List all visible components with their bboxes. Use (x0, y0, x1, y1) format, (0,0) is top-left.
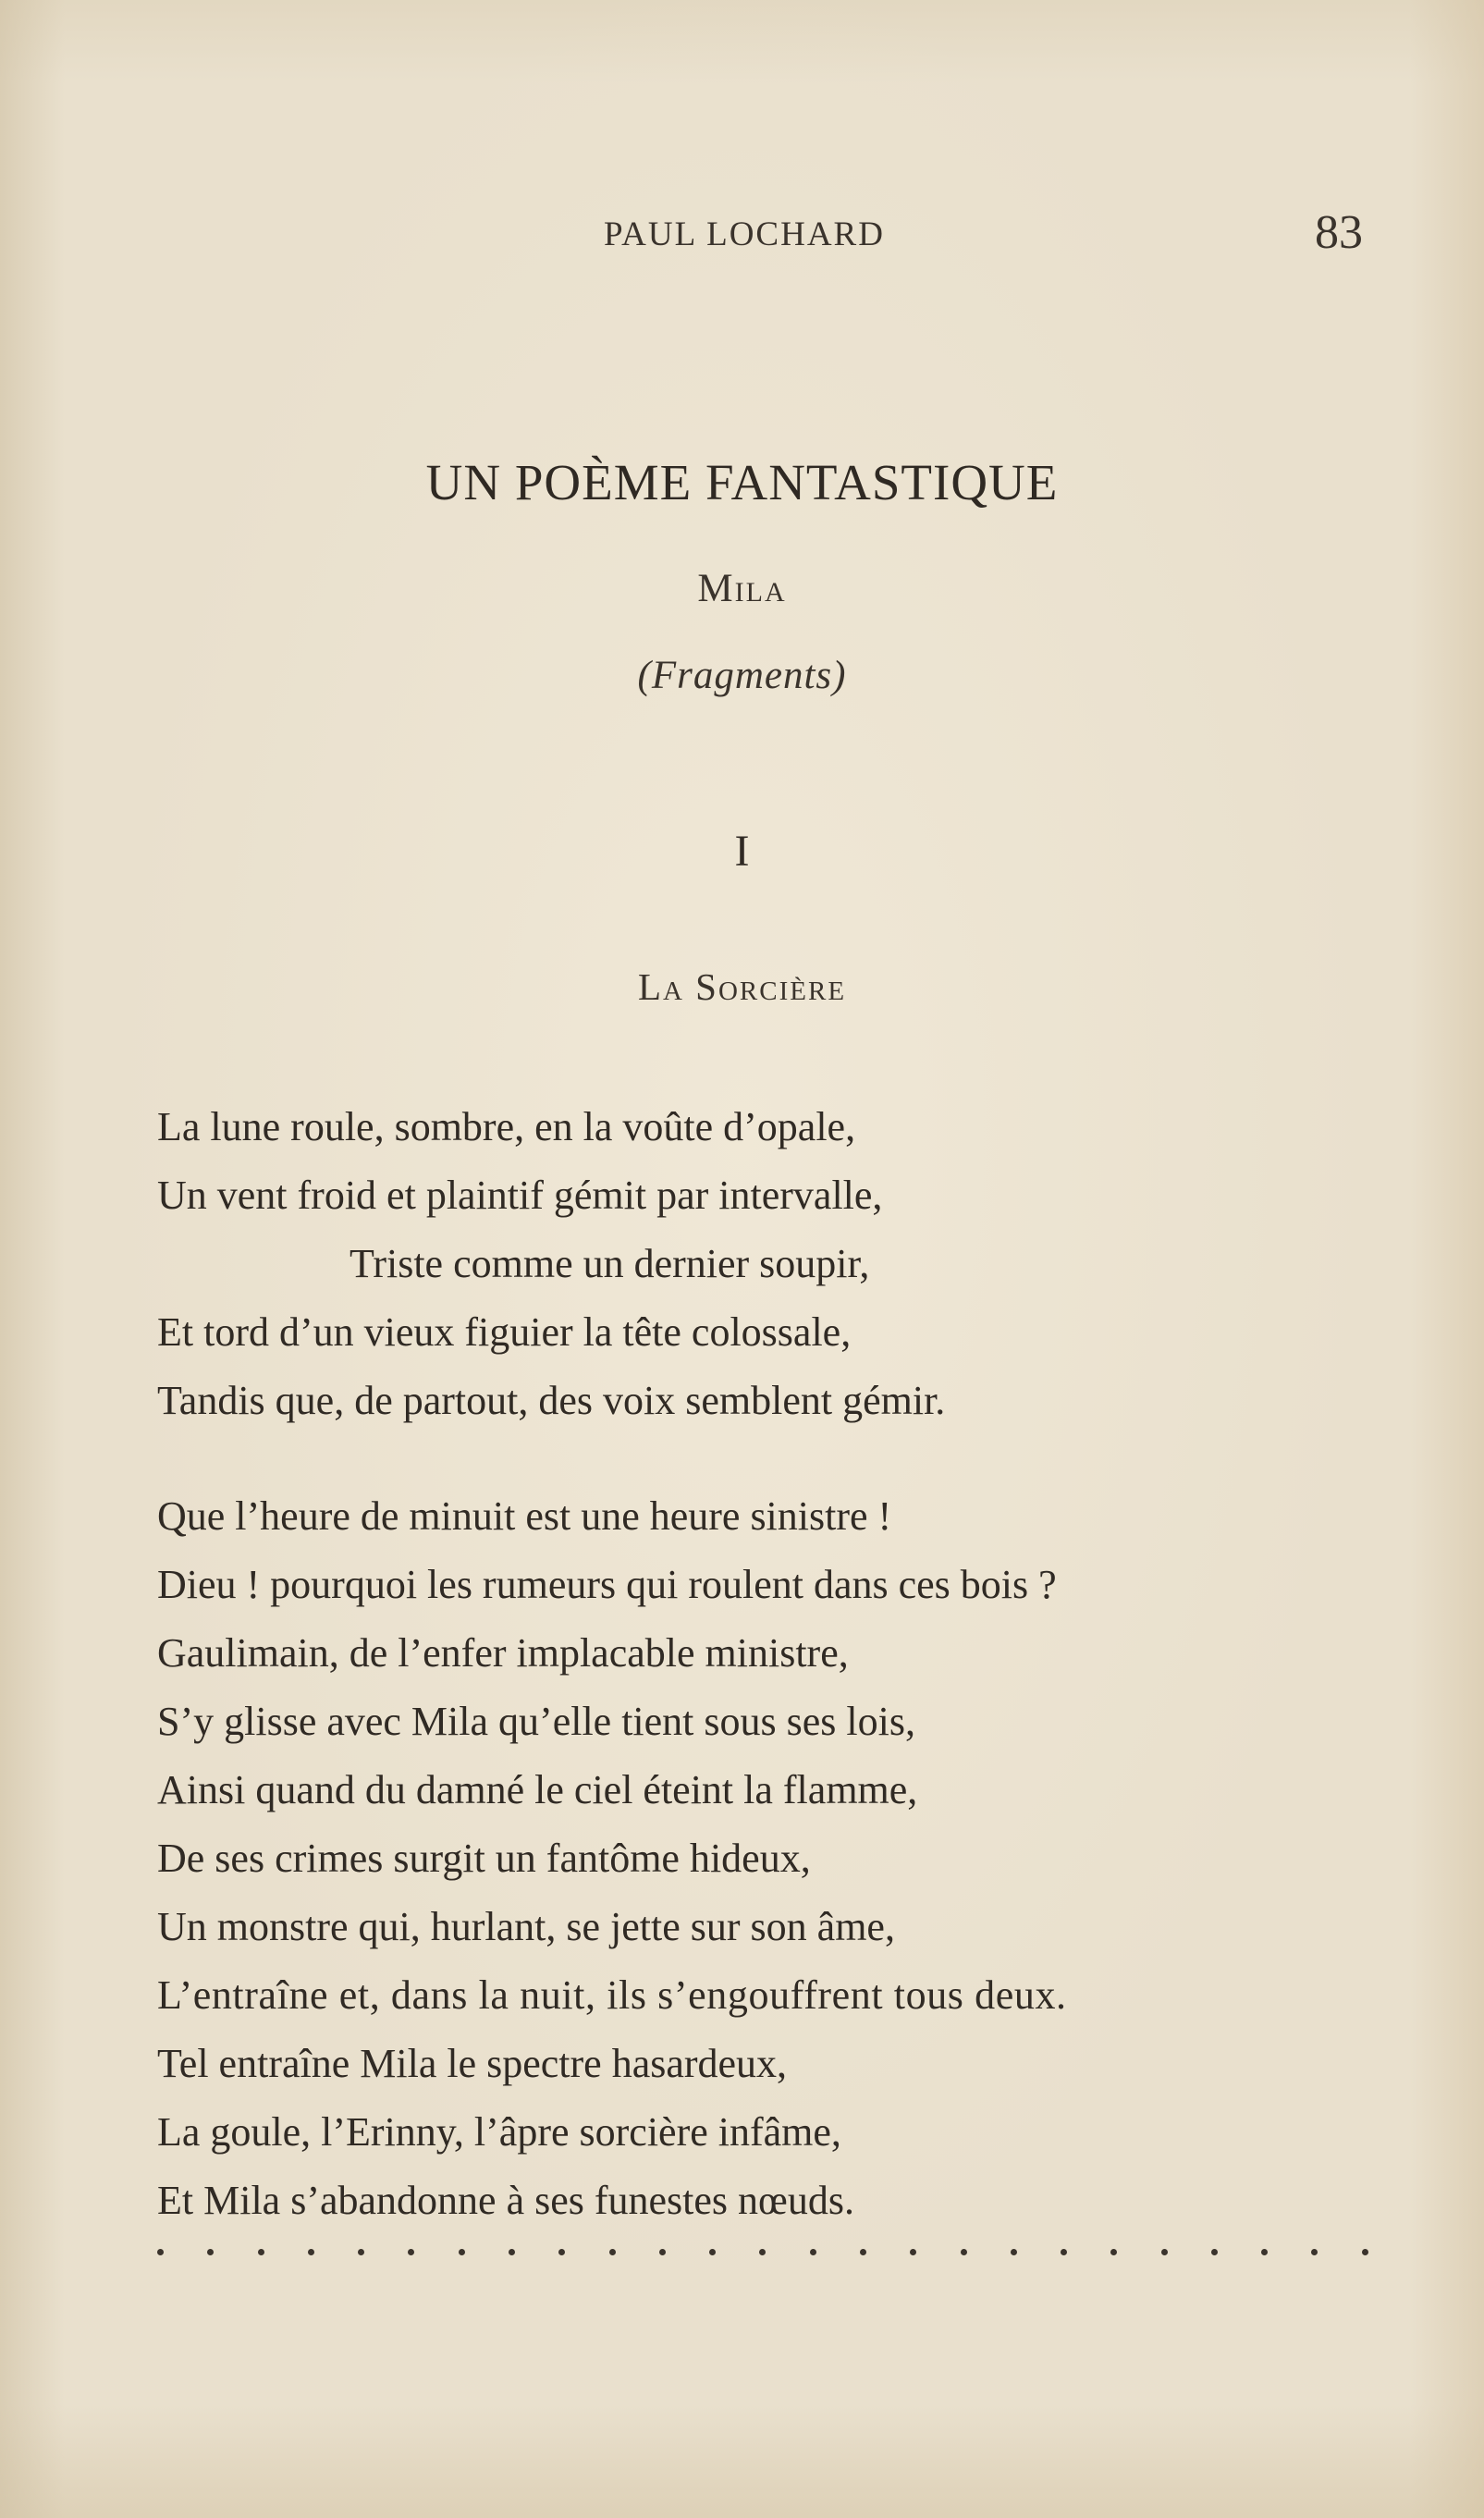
verse-line: La lune roule, sombre, en la voûte d’opale, (157, 1104, 856, 1149)
ellipsis-dot (1061, 2249, 1067, 2255)
ellipsis-dot (157, 2249, 164, 2255)
ellipsis-dot (1261, 2249, 1268, 2255)
ellipsis-dot (258, 2249, 264, 2255)
ellipsis-dot (408, 2249, 414, 2255)
verse-line: Tel entraîne Mila le spectre hasardeux, (157, 2041, 788, 2086)
verse-line: Que l’heure de minuit est une heure sinistre ! (157, 1493, 892, 1539)
ellipsis-dot (1311, 2249, 1318, 2255)
ellipsis-dot (207, 2249, 214, 2255)
stanza-1 (157, 1093, 945, 1435)
ellipsis-dot (358, 2249, 364, 2255)
page-number: 83 (1315, 206, 1363, 259)
ellipsis-dot (308, 2249, 314, 2255)
ellipsis-dot (558, 2249, 565, 2255)
ellipsis-dot (709, 2249, 716, 2255)
verse-line: Un monstre qui, hurlant, se jette sur son âme, (157, 1904, 895, 1949)
running-head: PAUL LOCHARD (604, 215, 885, 253)
poem-subtitle: Mila (697, 567, 787, 610)
verse-line: Gaulimain, de l’enfer implacable ministre, (157, 1630, 849, 1676)
ellipsis-dot (910, 2249, 916, 2255)
poem-note: (Fragments) (637, 654, 847, 697)
ellipsis-dot (759, 2249, 766, 2255)
section-title: La Sorcière (637, 965, 847, 1008)
verse-line: Dieu ! pourquoi les rumeurs qui roulent dans ces bois ? (157, 1562, 1057, 1607)
verse-line: L’entraîne et, dans la nuit, ils s’engouffrent tous deux. (157, 1972, 1067, 2018)
ellipsis-dot (609, 2249, 616, 2255)
section-number: I (734, 827, 750, 876)
ellipsis-dot (810, 2249, 816, 2255)
ellipsis-dot (459, 2249, 465, 2255)
ellipsis-dot (659, 2249, 666, 2255)
ellipsis-dot (1362, 2249, 1368, 2255)
poem-title: UN POÈME FANTASTIQUE (425, 454, 1059, 510)
verse-line: De ses crimes surgit un fantôme hideux, (157, 1836, 811, 1881)
verse-line: S’y glisse avec Mila qu’elle tient sous ses lois, (157, 1699, 915, 1744)
ellipsis-dot (1110, 2249, 1117, 2255)
ellipsis-dot-row (157, 2249, 1368, 2255)
ellipsis-dot (860, 2249, 866, 2255)
stanza-2 (157, 1482, 1067, 2235)
ellipsis-dot (1011, 2249, 1017, 2255)
verse-line-indented: Triste comme un dernier soupir, (350, 1241, 870, 1286)
verse-line: Et Mila s’abandonne à ses funestes nœuds. (157, 2178, 854, 2223)
verse-line: Ainsi quand du damné le ciel éteint la flamme, (157, 1767, 918, 1812)
verse-line: Tandis que, de partout, des voix semblent gémir. (157, 1378, 946, 1423)
ellipsis-dot (1211, 2249, 1218, 2255)
verse-line: Un vent froid et plaintif gémit par intervalle, (157, 1173, 883, 1218)
ellipsis-dot (509, 2249, 515, 2255)
ellipsis-dot (1161, 2249, 1168, 2255)
ellipsis-dot (961, 2249, 967, 2255)
verse-line: La goule, l’Erinny, l’âpre sorcière infâme, (157, 2109, 841, 2155)
verse-line: Et tord d’un vieux figuier la tête colossale, (157, 1309, 852, 1355)
